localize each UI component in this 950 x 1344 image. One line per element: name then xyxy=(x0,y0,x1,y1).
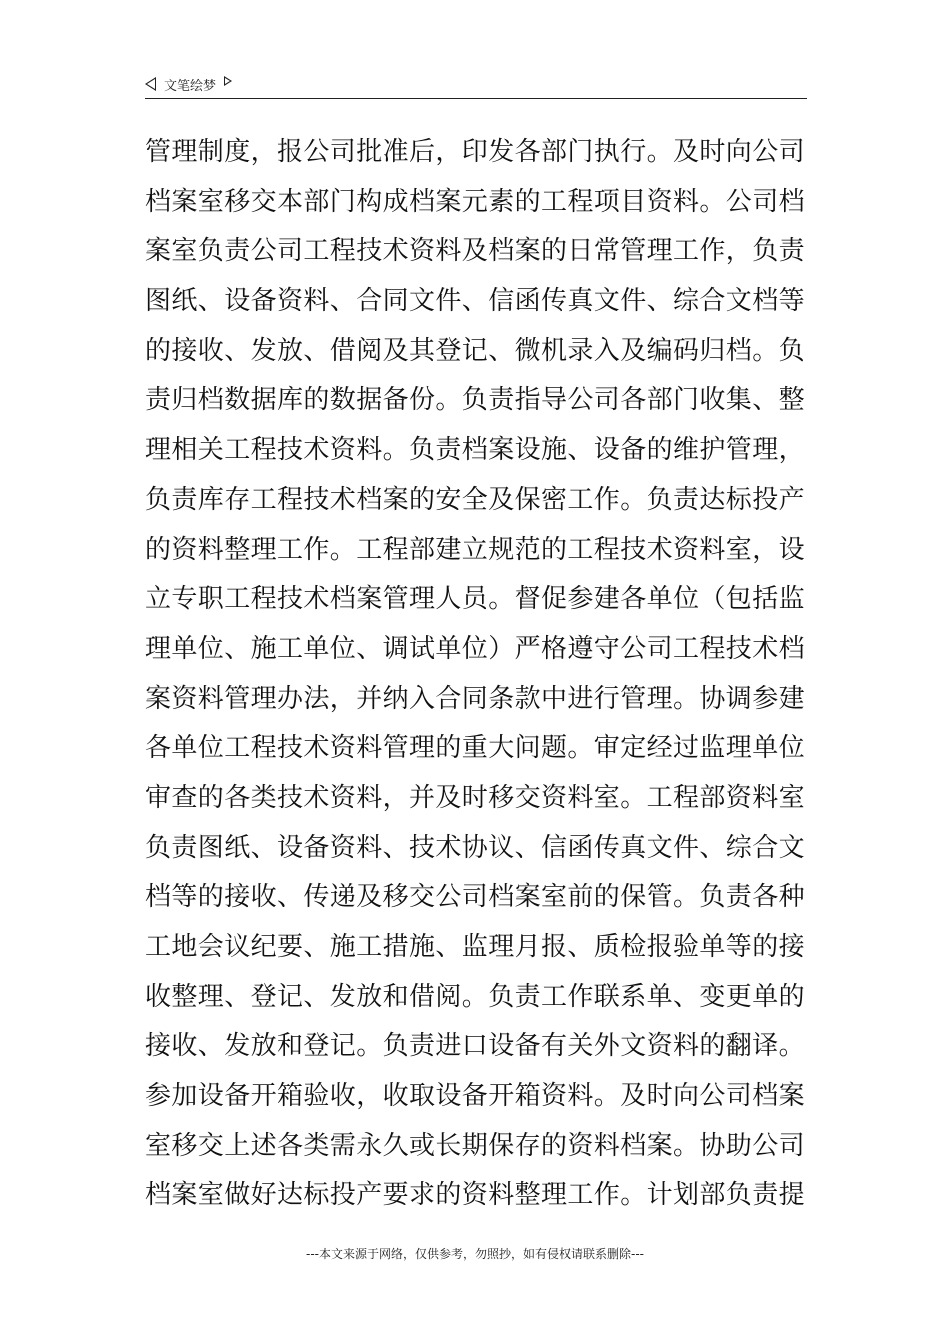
body-line: 参加设备开箱验收，收取设备开箱资料。及时向公司档案 xyxy=(145,1081,806,1112)
body-line: 立专职工程技术档案管理人员。督促参建各单位（包括监 xyxy=(145,584,806,615)
body-line: 案资料管理办法，并纳入合同条款中进行管理。协调参建 xyxy=(145,683,806,714)
header-brand: 文笔绘梦 xyxy=(164,78,217,94)
body-line: 案室负责公司工程技术资料及档案的日常管理工作，负责 xyxy=(145,236,806,267)
body-line: 的资料整理工作。工程部建立规范的工程技术资料室，设 xyxy=(145,534,806,565)
body-line: 工地会议纪要、施工措施、监理月报、质检报验单等的接 xyxy=(145,932,806,962)
body-line: 图纸、设备资料、合同文件、信函传真文件、综合文档等 xyxy=(145,286,806,317)
body-line: 理单位、施工单位、调试单位）严格遵守公司工程技术档 xyxy=(145,633,806,664)
body-line: 室移交上述各类需永久或长期保存的资料档案。协助公司 xyxy=(145,1130,806,1161)
document-body xyxy=(145,128,807,1221)
body-line: 档案室做好达标投产要求的资料整理工作。计划部负责提 xyxy=(145,1180,806,1211)
body-line: 管理制度，报公司批准后，印发各部门执行。及时向公司 xyxy=(145,137,806,167)
triangle-right-icon xyxy=(224,76,232,86)
body-line: 负责库存工程技术档案的安全及保密工作。负责达标投产 xyxy=(145,484,806,515)
body-line: 收整理、登记、发放和借阅。负责工作联系单、变更单的 xyxy=(145,981,806,1012)
triangle-left-icon xyxy=(145,77,156,91)
body-line: 接收、发放和登记。负责进口设备有关外文资料的翻译。 xyxy=(145,1031,806,1062)
body-line: 理相关工程技术资料。负责档案设施、设备的维护管理， xyxy=(145,435,806,466)
body-line: 各单位工程技术资料管理的重大问题。审定经过监理单位 xyxy=(145,733,806,764)
page-footer: ---本文来源于网络，仅供参考，勿照抄，如有侵权请联系删除--- xyxy=(306,1247,644,1261)
page-header xyxy=(145,74,807,99)
body-line: 档等的接收、传递及移交公司档案室前的保管。负责各种 xyxy=(145,882,806,913)
body-line: 的接收、发放、借阅及其登记、微机录入及编码归档。负 xyxy=(145,335,806,366)
body-line: 负责图纸、设备资料、技术协议、信函传真文件、综合文 xyxy=(145,832,806,863)
body-line: 责归档数据库的数据备份。负责指导公司各部门收集、整 xyxy=(145,385,806,416)
body-line: 审查的各类技术资料，并及时移交资料室。工程部资料室 xyxy=(145,782,806,813)
body-line: 档案室移交本部门构成档案元素的工程项目资料。公司档 xyxy=(145,186,806,217)
